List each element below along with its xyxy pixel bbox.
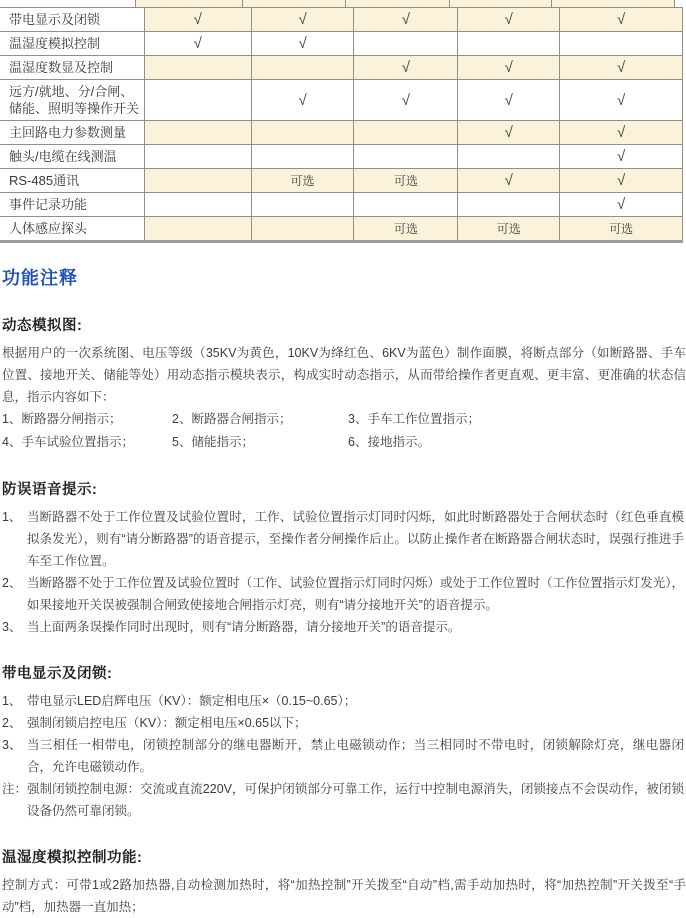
check-mark: √ (252, 8, 355, 31)
table-row (0, 217, 683, 240)
table-row (0, 80, 683, 121)
item-text: 强制闭锁启控电压（KV）：额定相电压×0.65以下； (27, 716, 307, 730)
check-mark: √ (560, 56, 683, 79)
table-partial-row (0, 0, 683, 8)
check-mark: √ (560, 145, 683, 168)
optional-label: 可选 (458, 217, 560, 240)
check-mark: √ (458, 8, 560, 31)
optional-label: 可选 (354, 217, 458, 240)
indicator-item: 4、手车试验位置指示； (2, 435, 134, 449)
check-mark: √ (560, 121, 683, 144)
note-section (0, 662, 686, 822)
numbered-item (2, 734, 686, 778)
item-marker: 3、 (2, 620, 22, 634)
check-mark: √ (560, 193, 683, 216)
item-text: 带电显示LED启辉电压（KV）：额定相电压×（0.15~0.65）； (27, 694, 357, 708)
item-text: 当断路器不处于工作位置及试验位置时，工作、试验位置指示灯同时闪烁，如此时断路器处于合闸状态时（红色垂直模拟条发光），则有“请分断路器”的语音提示，至操作者分闸操作后止。以防止操作者在断路器合闸状态时，误强行推进手车至工作位置。 (27, 510, 684, 568)
empty-cell (458, 32, 560, 55)
empty-cell (354, 193, 458, 216)
empty-cell (145, 193, 252, 216)
row-label: 温湿度数显及控制 (0, 56, 145, 79)
check-mark: √ (145, 32, 252, 55)
notes-sections (0, 314, 686, 918)
numbered-item (2, 778, 686, 822)
section-paragraph: 根据用户的一次系统图、电压等级（35KV为黄色，10KV为绛红色、6KV为蓝色）制作面膜，将断点部分（如断路器、手车位置、接地开关、储能等处）用动态指示模块表示，构成实时动态指示，从而带给操作者更直观、更丰富、更准确的状态信息，指示内容如下： (2, 346, 686, 404)
check-mark: √ (354, 56, 458, 79)
optional-label: 可选 (354, 169, 458, 192)
empty-cell (252, 145, 355, 168)
item-marker: 2、 (2, 576, 22, 590)
row-label: 事件记录功能 (0, 193, 145, 216)
row-label: 远方/就地、分/合闸、储能、照明等操作开关 (0, 80, 145, 120)
table-row (0, 56, 683, 80)
feature-comparison-table (0, 0, 683, 243)
indicator-item: 6、接地指示。 (348, 435, 430, 449)
empty-cell (145, 217, 252, 240)
numbered-item (2, 616, 686, 638)
empty-cell (354, 145, 458, 168)
item-marker: 注： (2, 782, 28, 796)
row-label: 温湿度模拟控制 (0, 32, 145, 55)
section-heading: 防误语音提示: (2, 482, 98, 498)
empty-cell (458, 193, 560, 216)
indicator-item: 1、断路器分闸指示； (2, 412, 122, 426)
item-marker: 1、 (2, 694, 22, 708)
check-mark: √ (560, 169, 683, 192)
table-row (0, 193, 683, 217)
indicator-item: 2、断路器合闸指示； (172, 412, 292, 426)
page-title: 功能注释 (2, 268, 78, 288)
row-label: RS-485通讯 (0, 169, 145, 192)
item-marker: 2、 (2, 716, 22, 730)
note-section (0, 478, 686, 638)
numbered-item (2, 506, 686, 572)
item-text: 当上面两条误操作同时出现时，则有“请分断路器，请分接地开关”的语音提示。 (27, 620, 461, 634)
check-mark: √ (560, 80, 683, 120)
numbered-item (2, 690, 686, 712)
empty-cell (252, 56, 355, 79)
empty-cell (145, 169, 252, 192)
numbered-item (2, 712, 686, 734)
table-row (0, 32, 683, 56)
item-text: 强制闭锁控制电源：交流或直流220V，可保护闭锁部分可靠工作，运行中控制电源消失，闭锁接点不会误动作，被闭锁设备仍然可靠闭锁。 (27, 782, 684, 818)
empty-cell (145, 56, 252, 79)
check-mark: √ (458, 121, 560, 144)
table-row (0, 121, 683, 145)
note-section (0, 846, 686, 918)
section-heading: 动态模拟图: (2, 318, 83, 334)
row-label: 带电显示及闭锁 (0, 8, 145, 31)
empty-cell (145, 121, 252, 144)
optional-label: 可选 (560, 217, 683, 240)
row-label: 主回路电力参数测量 (0, 121, 145, 144)
table-body (0, 8, 683, 240)
indicator-item: 5、储能指示； (172, 435, 254, 449)
empty-cell (354, 32, 458, 55)
table-row (0, 169, 683, 193)
empty-cell (145, 145, 252, 168)
item-marker: 3、 (2, 738, 22, 752)
section-paragraph: 控制方式：可带1或2路加热器,自动检测加热时，将“加热控制”开关拨至“自动”档,需手动加热时，将“加热控制”开关拨至“手动”档，加热器一直加热； (2, 878, 686, 914)
indicator-item: 3、手车工作位置指示； (348, 412, 480, 426)
table-row (0, 8, 683, 32)
check-mark: √ (560, 8, 683, 31)
check-mark: √ (252, 80, 355, 120)
indicator-list-row (2, 431, 686, 454)
empty-cell (354, 121, 458, 144)
empty-cell (252, 217, 355, 240)
section-heading: 温湿度模拟控制功能: (2, 850, 143, 866)
section-heading: 带电显示及闭锁: (2, 666, 113, 682)
item-text: 当三相任一相带电，闭锁控制部分的继电器断开，禁止电磁锁动作；当三相同时不带电时，闭锁解除灯亮，继电器闭合，允许电磁锁动作。 (27, 738, 684, 774)
empty-cell (252, 121, 355, 144)
item-marker: 1、 (2, 510, 22, 524)
optional-label: 可选 (252, 169, 355, 192)
check-mark: √ (458, 169, 560, 192)
indicator-list-row (2, 408, 686, 431)
note-section (0, 314, 686, 454)
row-label: 人体感应探头 (0, 217, 145, 240)
empty-cell (458, 145, 560, 168)
numbered-item (2, 572, 686, 616)
empty-cell (560, 32, 683, 55)
row-label (0, 0, 136, 7)
empty-cell (252, 193, 355, 216)
check-mark: √ (458, 80, 560, 120)
empty-cell (145, 80, 252, 120)
check-mark: √ (354, 8, 458, 31)
check-mark: √ (252, 32, 355, 55)
check-mark: √ (458, 56, 560, 79)
check-mark: √ (145, 8, 252, 31)
item-text: 当断路器不处于工作位置及试验位置时（工作、试验位置指示灯同时闪烁）或处于工作位置时（工作位置指示灯发光），如果接地开关误被强制合闸致使接地合闸指示灯亮，则有“请分接地开关”的语音提示。 (27, 576, 684, 612)
check-mark: √ (354, 80, 458, 120)
row-label: 触头/电缆在线测温 (0, 145, 145, 168)
table-row (0, 145, 683, 169)
